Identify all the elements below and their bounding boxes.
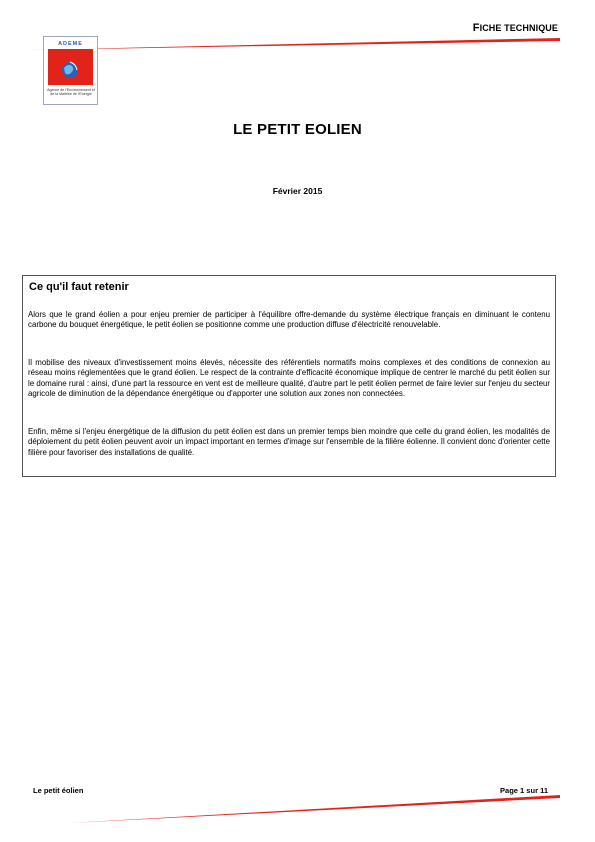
publication-date: Février 2015 (272, 186, 323, 196)
footer-page-number: Page 1 sur 11 (500, 786, 548, 795)
logo-subtitle: Agence de l'Environnement et de la Maîtrise de l'Energie (47, 88, 95, 97)
key-points-paragraph-2: Il mobilise des niveaux d'investissement moins élevés, nécessite des référentiels normatifs moins complexes et des conditions de connexion au réseau moins réglementées que le grand éolien. Le respect de la contrainte d'efficacité économique implique de centrer le marché du petit éolien sur le domaine rural : ainsi, d'une part la ressource en vent est de meilleure qualité, d'autre part le petit éolien permet de faire levier sur l'enjeu du secteur agricole de diminution de la dépendance énergétique ou d'apporter une solution aux zones non connectées. (28, 358, 550, 399)
key-points-paragraph-3: Enfin, même si l'enjeu énergétique de la diffusion du petit éolien est dans un premier temps bien moindre que celle du grand éolien, les modalités de déploiement du petit éolien peuvent avoir un impact important en termes d'image sur l'ensemble de la filière éolienne. Il convient donc d'orienter cette filière pour favoriser des installations de qualité. (28, 427, 550, 457)
logo-emblem (48, 49, 93, 85)
ademe-logo (43, 36, 98, 105)
logo-wordmark: ADEME (58, 41, 83, 47)
footer-document-name: Le petit éolien (33, 786, 84, 795)
key-points-paragraph-1: Alors que le grand éolien a pour enjeu premier de participer à l'équilibre offre-demande du système électrique français en diminuant le contenu carbone du bouquet énergétique, le petit éolien se positionne comme une production diffuse d'électricité renouvelable. (28, 310, 550, 330)
page-title: LE PETIT EOLIEN (233, 121, 362, 138)
document-type-label: FICHE TECHNIQUE (472, 22, 558, 34)
footer-red-bar (0, 795, 595, 830)
key-points-box (22, 275, 556, 477)
key-points-heading: Ce qu'il faut retenir (29, 281, 129, 293)
